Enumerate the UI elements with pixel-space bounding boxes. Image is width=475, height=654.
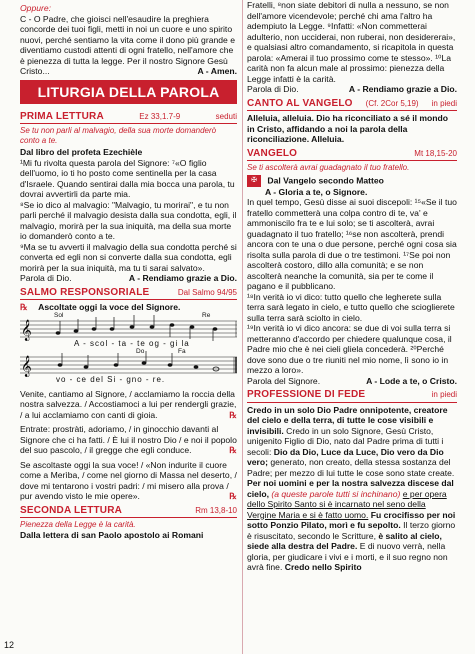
music-staff-1 <box>20 311 237 349</box>
seconda-lettura-note: Pienezza della Legge è la carità. <box>20 520 136 529</box>
prima-lettura-text-1: ¹Mi fu rivolta questa parola del Signore: ⁷«O figlio dell'uomo, io ti ho posto come sentinella per la casa d'Israele. Quando sentirai dalla mia bocca una parola, tu dovrai avvertirli da parte mia. <box>20 157 235 199</box>
chord-re: Re <box>202 311 211 319</box>
vangelo-close-text: Parola del Signore. <box>247 375 321 386</box>
romans-close-text: Parola di Dio. <box>247 84 299 94</box>
salmo-stanza-2-r: ℞ <box>229 445 237 455</box>
prima-lettura-text-2: ⁸Se io dico al malvagio: "Malvagio, tu morirai", e tu non parli perché il malvagio desista dalla sua condotta, egli, il malvagio, morirà per la sua iniquità, ma della sua morte io domanderò conto a te. <box>20 199 237 241</box>
prima-lettura-response: A - Rendiamo grazie a Dio. <box>128 273 237 283</box>
seconda-lettura-title: SECONDA LETTURA <box>20 504 123 516</box>
seconda-lettura-header <box>20 506 237 519</box>
salmo-stanza-2 <box>20 424 237 456</box>
chord-do: Do <box>136 347 145 355</box>
lyrics-line-1: A - scol - ta - te og - gi la <box>74 338 190 348</box>
credo-p3-bold: Per noi uomini e per la nostra salvezza discese dal cielo, <box>247 478 454 499</box>
salmo-stanza-3 <box>20 460 237 502</box>
romans-response: A - Rendiamo grazie a Dio. <box>348 84 457 94</box>
gospel-book-icon: ✠ <box>247 175 261 187</box>
oppure-label: Oppure: <box>20 3 52 13</box>
salmo-stanza-2-text: Entrate: prostràti, adoriamo, / in ginocchio davanti al Signore che ci ha fatti. / È lui il nostro Dio / e noi il popolo del suo pascolo, / il gregge che egli conduce. <box>20 424 237 455</box>
vangelo-ref: Mt 18,15-20 <box>414 148 457 158</box>
canto-text: Alleluia, alleluia. Dio ha riconciliato a sé il mondo in Cristo, affidando a noi la parola della riconciliazione. Alleluia. <box>247 113 449 144</box>
prima-lettura-posture: seduti <box>215 111 237 121</box>
salmo-ref: Dal Salmo 94/95 <box>177 287 237 297</box>
canto-ref: (Cf. 2Cor 5,19) <box>365 98 419 108</box>
canto-title: CANTO AL VANGELO <box>247 97 353 109</box>
prima-lettura-text-3: ⁹Ma se tu avverti il malvagio della sua condotta perché si converta ed egli non si converte dalla sua condotta, egli morirà per la sua iniquità, ma tu ti sarai salvato». <box>20 241 237 273</box>
vangelo-text-1: In quel tempo, Gesù disse ai suoi discepoli: ¹⁵«Se il tuo fratello commetterà una colpa contro di te, va' e ammoniscilo fra te e lui solo; se ti ascolterà, avrai guadagnato il tuo fratello; ¹⁶se non ascolterà, prendi ancora con te una o due persone, perché ogni cosa sia risolta sulla parola di due o tre testimoni. ¹⁷Se poi non ascolterà costoro, dillo alla comunità; e se non ascolterà neanche la comunità, sia per te come il pagano e il pubblicano. <box>247 197 457 291</box>
credo-p4-bold: Fu crocifisso per noi sotto Ponzio Pilato, morì e fu sepolto. <box>247 509 456 530</box>
canto-posture: in piedi <box>431 98 457 108</box>
page-number: 12 <box>4 639 15 650</box>
prima-lettura-note: Se tu non parli al malvagio, della sua morte domanderò conto a te. <box>20 126 217 145</box>
right-column <box>247 0 457 654</box>
professione-posture: in piedi <box>431 390 457 399</box>
vangelo-source: Dal Vangelo secondo Matteo <box>267 174 384 185</box>
credo-p1-bold: Credo in un solo Dio Padre onnipotente, creatore del cielo e della terra, di tutte le cose visibili e invisibili. <box>247 404 448 436</box>
vangelo-glory: A - Gloria a te, o Signore. <box>265 186 368 197</box>
prima-lettura-header <box>20 112 237 125</box>
salmo-refrain: Ascoltate oggi la voce del Signore. <box>38 302 181 312</box>
chord-sol: Sol <box>54 311 64 319</box>
prima-lettura-close <box>20 273 237 284</box>
vangelo-close <box>247 376 457 387</box>
vangelo-source-line <box>247 175 457 187</box>
liturgy-banner: LITURGIA DELLA PAROLA <box>20 80 237 104</box>
salmo-stanza-3-text: Se ascoltaste oggi la sua voce! / «Non indurite il cuore come a Merìba, / come nel giorno di Massa nel deserto, / dove mi tentarono i vostri padri: / mi misero alla prova / pur avendo visto le mie opere». <box>20 459 237 501</box>
vangelo-response: A - Lode a te, o Cristo. <box>366 375 457 386</box>
opening-prayer <box>20 14 237 77</box>
music-staff-2 <box>20 347 237 385</box>
svg-text:𝄞: 𝄞 <box>21 319 32 341</box>
opening-prayer-response: A - Amen. <box>197 66 237 76</box>
salmo-header <box>20 288 237 301</box>
salmo-stanza-3-r: ℞ <box>229 491 237 501</box>
seconda-lettura-ref: Rm 13,8-10 <box>195 505 237 515</box>
vangelo-header <box>247 149 457 162</box>
salmo-title: SALMO RESPONSORIALE <box>20 286 150 298</box>
credo-p6-bold: Credo nello Spirito <box>284 562 362 572</box>
prima-lettura-close-text: Parola di Dio. <box>20 273 72 283</box>
prima-lettura-ref: Ez 33,1.7-9 <box>139 111 181 121</box>
response-r-symbol: ℞ <box>20 302 28 312</box>
seconda-lettura-source: Dalla lettera di san Paolo apostolo ai Romani <box>20 529 204 540</box>
credo-text <box>247 405 457 573</box>
credo-p5-bold: è salito al cielo, siede alla destra del Padre. <box>247 530 442 551</box>
credo-p3-note: (a queste parole tutti si inchinano) <box>271 488 401 499</box>
credo-p4-rest: Il terzo giorno è risuscitato, secondo le Scritture, <box>247 520 456 541</box>
canto-header <box>247 99 457 112</box>
professione-header <box>247 390 457 403</box>
romans-text: Fratelli, ⁸non siate debitori di nulla a nessuno, se non dell'amore vicendevole; perché chi ama l'altro ha adempiuto la Legge. ⁹Infatti: «Non commetterai adulterio, non ucciderai, non ruberai, non desidererai», e qualsiasi altro comandamento, si ricapitola in questa parola: «Amerai il tuo prossimo come te stesso». ¹⁰La carità non fa alcun male al prossimo: pienezza della Legge infatti è la carità. <box>247 0 456 84</box>
column-divider <box>242 0 243 654</box>
opening-prayer-text: C - O Padre, che gioisci nell'esaudire la preghiera concorde dei tuoi figli, metti in noi un cuore e uno spirito nuovi, perché sentiamo la vita come il dono più grande e diventiamo custodi attenti di ogni fratello, nell'amore che è pienezza di tutta la legge. Per il nostro Signore Gesù Cristo... <box>20 13 235 76</box>
credo-p2-rest: generato, non creato, della stessa sostanza del Padre; per mezzo di lui tutte le cose sono state create. <box>247 457 455 478</box>
credo-p2-bold: Dio da Dio, Luce da Luce, Dio vero da Dio vero; <box>247 446 444 467</box>
chord-fa: Fa <box>178 347 186 355</box>
credo-p1-rest: Credo in un solo Signore, Gesù Cristo, unigenito Figlio di Dio, nato dal Padre prima di tutti i secoli: <box>247 425 444 457</box>
professione-title: PROFESSIONE DI FEDE <box>247 389 366 400</box>
credo-p3-mid: e per opera dello Spirito Santo si è incarnato nel seno della Vergine Maria e si è fatto uomo. <box>247 488 447 520</box>
salmo-stanza-1 <box>20 389 237 421</box>
vangelo-text-3: ¹⁹In verità io vi dico ancora: se due di voi sulla terra si metteranno d'accordo per chiedere qualunque cosa, il Padre mio che è nei cieli gliela concederà. ²⁰Perché dove sono due o tre riuniti nel mio nome, lì sono io in mezzo a loro». <box>247 323 452 375</box>
romans-close <box>247 84 457 95</box>
left-column <box>20 0 237 654</box>
credo-p5-rest: E di nuovo verrà, nella gloria, per giudicare i vivi e i morti, e il suo regno non avrà fine. <box>247 541 448 572</box>
vangelo-title: VANGELO <box>247 147 298 159</box>
prima-lettura-source: Dal libro del profeta Ezechièle <box>20 147 143 157</box>
prima-lettura-title: PRIMA LETTURA <box>20 110 104 122</box>
lyrics-line-2: vo - ce del Si - gno - re. <box>56 374 166 384</box>
salmo-stanza-1-text: Venite, cantiamo al Signore, / acclamiamo la roccia della nostra salvezza. / Accostiamoci a lui per rendergli grazie, / a lui acclamiamo con canti di gioia. <box>20 388 237 420</box>
vangelo-text-2: ¹⁸In verità io vi dico: tutto quello che legherete sulla terra sarà legato in cielo, e tutto quello che scioglierete sulla terra sarà sciolto in cielo. <box>247 291 455 323</box>
svg-text:𝄞: 𝄞 <box>21 355 32 377</box>
salmo-stanza-1-r: ℞ <box>229 409 237 420</box>
vangelo-note: Se ti ascolterà avrai guadagnato il tuo fratello. <box>247 163 410 172</box>
